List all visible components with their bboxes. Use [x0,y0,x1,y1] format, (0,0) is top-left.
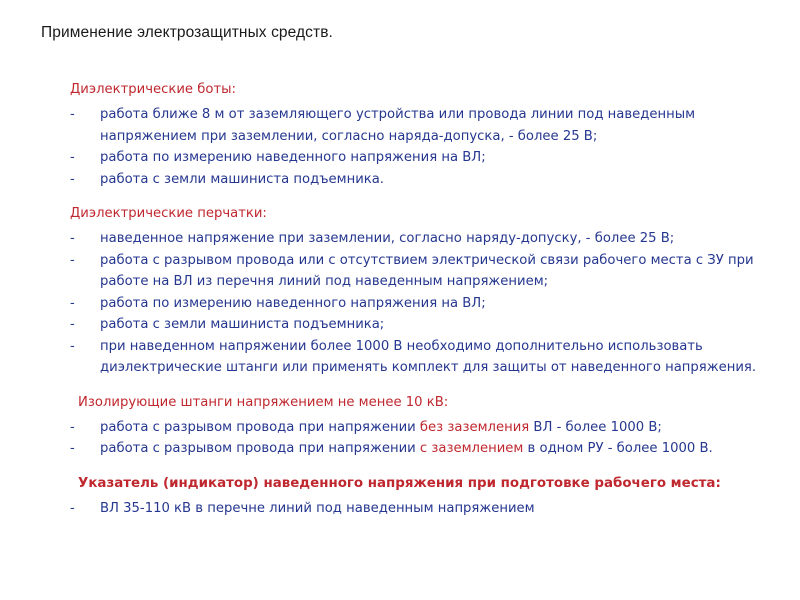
list-item [70,314,790,336]
list-item-text-before: работа с разрывом провода при напряжении [100,419,420,435]
highlight-text: без заземления [419,419,530,435]
dash-bullet: - [70,150,75,165]
highlight-text: с заземлением [419,441,524,456]
list-item-text: работа ближе 8 м от заземляющего устройства или провода линии под наведенным напряжением при заземлении, согласно наряда-допуска, - более 25 В; [100,107,696,144]
list-item-text-after: ВЛ - более 1000 В; [529,419,662,435]
list-item-text: работа с земли машиниста подъемника. [100,171,385,187]
list-item [70,169,790,191]
list-item-text: работа по измерению наведенного напряжения на ВЛ; [100,295,486,311]
dash-bullet: - [70,295,75,311]
dash-bullet: - [70,317,75,332]
section-heading: Диэлектрические боты: [70,82,236,97]
list-item [70,250,790,293]
content-body [0,80,800,533]
dash-bullet: - [70,252,75,268]
dash-bullet: - [70,338,75,354]
list-item-text-before: работа с разрывом провода при напряжении [100,441,420,456]
section-voltage-indicator [0,474,800,520]
list-item [70,498,790,520]
list-item-text: работа с разрывом провода или с отсутствием электрической связи рабочего места с ЗУ при работе на ВЛ из перечня линий под наведенным напряжением; [100,252,754,289]
section-dielectric-gloves [0,204,800,379]
list-item [70,336,790,379]
list-item [70,104,790,147]
dash-bullet: - [70,500,75,516]
list-item-text: при наведенном напряжении более 1000 В необходимо дополнительно использовать диэлектрические штанги или применять комплект для защиты от наведенного напряжения. [100,338,757,375]
section-heading: Диэлектрические перчатки: [70,206,267,221]
page-title: Применение электрозащитных средств. [41,24,333,41]
list-item-text-after: в одном РУ - более 1000 В. [523,441,713,456]
section-heading: Указатель (индикатор) наведенного напряжения при подготовке рабочего места: [78,475,721,491]
list-item [70,293,790,315]
list-item-text: ВЛ 35-110 кВ в перечне линий под наведенным напряжением [100,500,535,516]
section-dielectric-boots [0,80,800,190]
list-item [70,228,790,250]
section-heading: Изолирующие штанги напряжением не менее 10 кВ: [78,394,449,410]
dash-bullet: - [70,171,75,187]
dash-bullet: - [70,231,75,246]
dash-bullet: - [70,419,75,435]
list-item [70,417,790,439]
list-item-text: работа по измерению наведенного напряжения на ВЛ; [100,150,486,165]
dash-bullet: - [70,107,75,122]
list-item [70,147,790,169]
list-item-text: наведенное напряжение при заземлении, согласно наряду-допуску, - более 25 В; [100,231,675,246]
list-item-text: работа с земли машиниста подъемника; [100,317,385,332]
dash-bullet: - [70,441,75,456]
section-insulating-rods [0,393,800,460]
list-item [70,438,790,460]
